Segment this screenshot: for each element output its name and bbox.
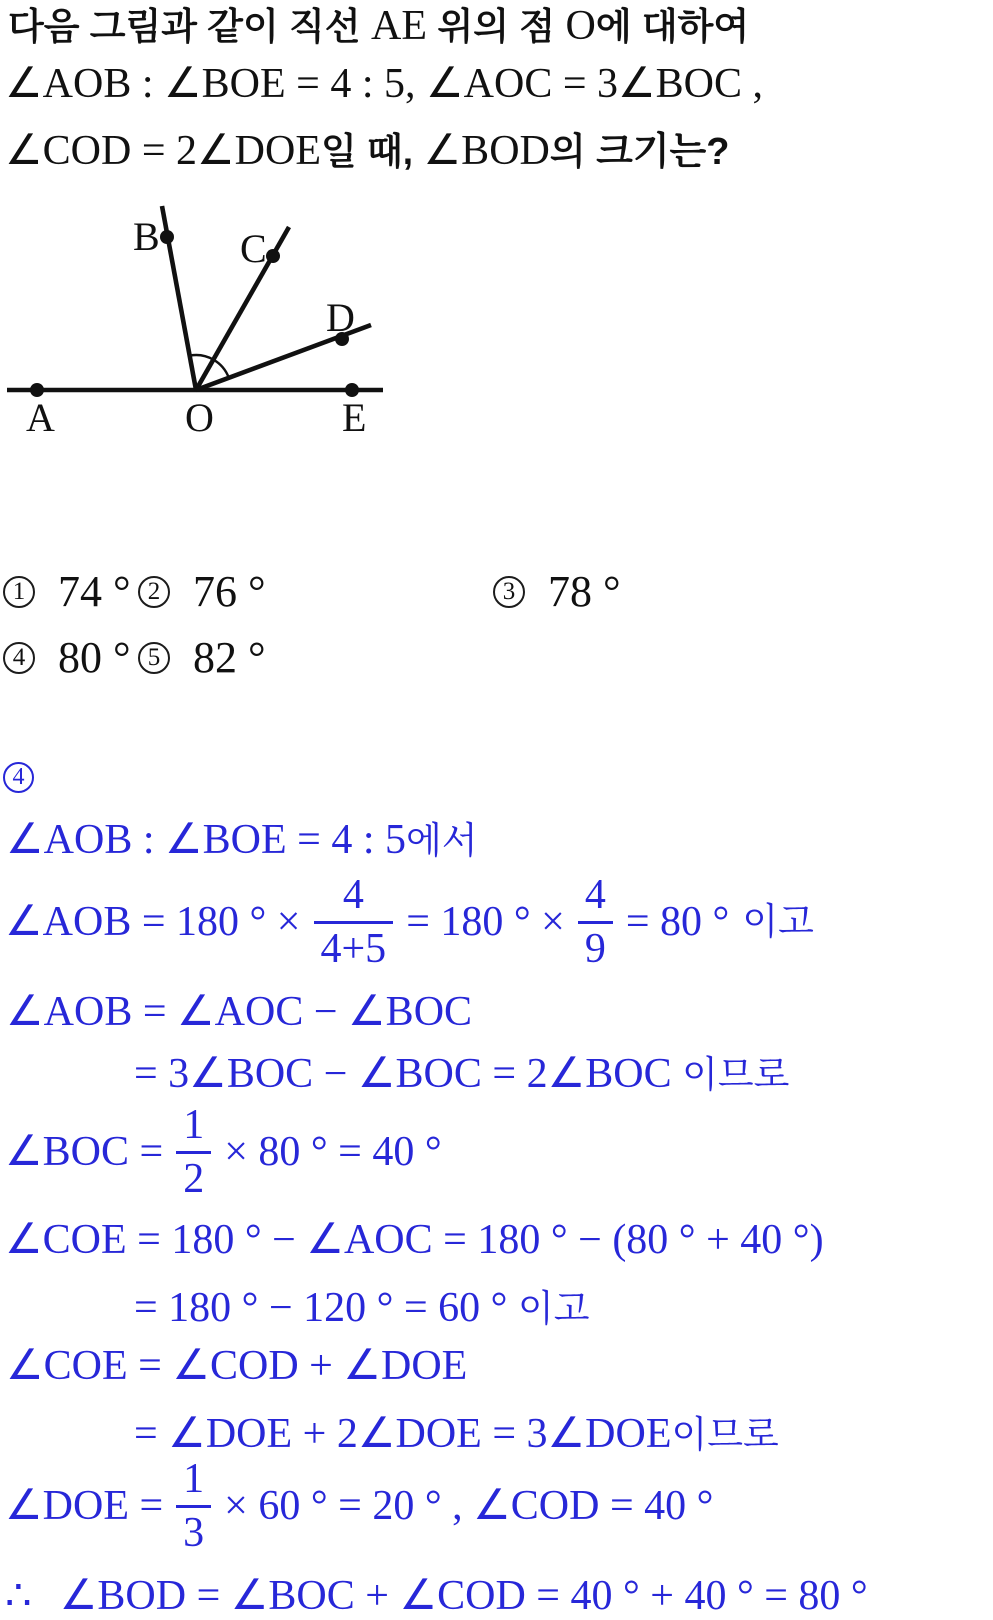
fraction-4-over-4plus5 [314, 871, 394, 972]
fraction-numerator: 4 [584, 871, 606, 918]
solution-line-11 [5, 1572, 868, 1620]
solution-line-10 [5, 1455, 714, 1556]
choice-label: 78 ° [548, 567, 621, 616]
solution-math: = 80 ° [625, 899, 730, 945]
point-dot-b [160, 230, 174, 244]
solution-math: ∠AOB = 180 ° × [5, 899, 301, 945]
solution-korean: 에서 [406, 820, 478, 861]
point-label-d: D [326, 295, 355, 340]
solution-korean: 이므로 [682, 1054, 790, 1095]
solution-korean: 이고 [517, 1288, 590, 1329]
solution-math: = 180 ° × [406, 899, 565, 945]
point-label-o: O [185, 395, 214, 440]
problem-math-bod: ∠BOD [423, 128, 550, 174]
solution-line-7 [134, 1284, 589, 1333]
choice-option-2 [138, 566, 266, 617]
circled-number-2: 2 [138, 576, 170, 608]
problem-korean-text: 위의 점 [437, 6, 556, 47]
fraction-denominator: 2 [176, 1151, 211, 1201]
solution-line-6: ∠COE = 180 ° − ∠AOC = 180 ° − (80 ° + 40 °) [5, 1217, 824, 1263]
solution-line-2 [5, 871, 814, 972]
problem-math-ae: AE [371, 3, 428, 49]
fraction-1-over-3 [176, 1455, 211, 1556]
fraction-denominator: 3 [176, 1505, 211, 1555]
solution-math: ∠BOC = [5, 1129, 164, 1175]
choice-label: 82 ° [193, 633, 266, 682]
circled-number-5: 5 [138, 642, 170, 674]
choice-option-4 [3, 632, 131, 683]
problem-question-word: 크기는? [596, 131, 730, 173]
solution-korean: 이고 [742, 901, 814, 942]
solution-math: × 60 ° = 20 ° , ∠COD = 40 ° [224, 1483, 714, 1529]
problem-korean-text: 다음 그림과 같이 직선 [8, 6, 361, 47]
solution-math: ∠DOE = [5, 1483, 164, 1529]
problem-line-3 [5, 127, 729, 176]
point-label-a: A [26, 395, 55, 440]
point-label-e: E [342, 395, 367, 440]
point-label-b: B [133, 214, 160, 259]
choice-option-1 [3, 566, 131, 617]
solution-line-3: ∠AOB = ∠AOC − ∠BOC [6, 989, 473, 1035]
solution-math: ∠BOD = ∠BOC + ∠COD = 40 ° + 40 ° = 80 ° [59, 1573, 868, 1619]
solution-line-5 [5, 1101, 442, 1202]
fraction-denominator: 4+5 [314, 921, 394, 971]
choice-label: 76 ° [193, 567, 266, 616]
circled-number-3: 3 [493, 576, 525, 608]
problem-math-o: O [565, 3, 596, 49]
fraction-numerator: 1 [183, 1101, 205, 1148]
fraction-4-over-9 [578, 871, 613, 972]
problem-korean-text: 에 대하여 [595, 6, 750, 47]
circled-number-4: 4 [3, 642, 35, 674]
solution-math: × 80 ° = 40 ° [224, 1129, 442, 1175]
solution-math: = 3∠BOC − ∠BOC = 2∠BOC [134, 1051, 672, 1097]
solution-math: ∠AOB : ∠BOE = 4 : 5 [6, 817, 407, 863]
solution-line-8: ∠COE = ∠COD + ∠DOE [6, 1343, 468, 1389]
fraction-numerator: 4 [342, 871, 364, 918]
point-label-c: C [240, 226, 267, 271]
therefore-symbol: ∴ [5, 1573, 32, 1619]
fraction-1-over-2 [176, 1101, 211, 1202]
problem-line-2: ∠AOB : ∠BOE = 4 : 5, ∠AOC = 3∠BOC , [5, 61, 764, 107]
geometry-figure [0, 190, 400, 442]
choice-label: 80 ° [58, 633, 131, 682]
solution-math: = 180 ° − 120 ° = 60 ° [134, 1285, 508, 1331]
problem-korean-text: 의 [549, 131, 586, 172]
answer-marker [3, 762, 34, 793]
choice-option-5 [138, 632, 266, 683]
choice-label: 74 ° [58, 567, 131, 616]
solution-korean: 이므로 [671, 1414, 779, 1455]
problem-line-1 [8, 2, 749, 51]
problem-math-cod: ∠COD = 2∠DOE [5, 128, 321, 174]
fraction-denominator: 9 [578, 921, 613, 971]
point-dot-c [266, 249, 280, 263]
solution-line-1 [6, 816, 478, 865]
problem-korean-text: 일 때, [320, 131, 414, 172]
answer-circled-number: 4 [3, 762, 34, 793]
circled-number-1: 1 [3, 576, 35, 608]
fraction-numerator: 1 [183, 1455, 205, 1502]
solution-line-4 [134, 1050, 789, 1099]
choice-option-3 [493, 566, 621, 617]
solution-math: = ∠DOE + 2∠DOE = 3∠DOE [134, 1411, 672, 1457]
solution-line-9 [134, 1410, 779, 1459]
